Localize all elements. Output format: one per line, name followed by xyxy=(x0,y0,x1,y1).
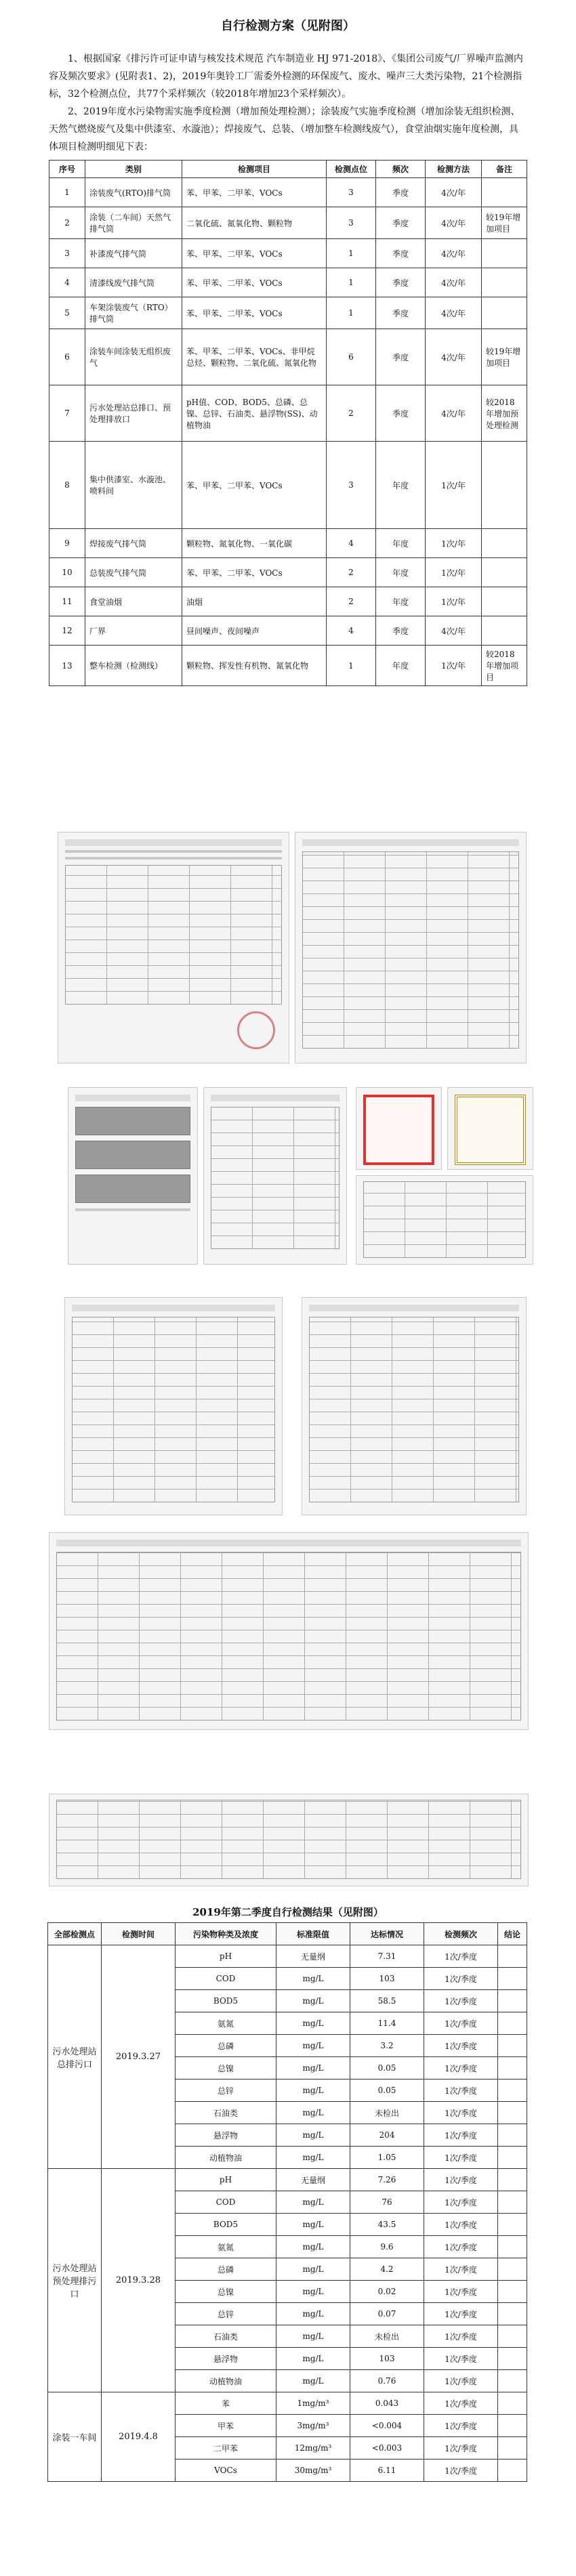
table-cell xyxy=(482,178,527,207)
col-header: 全部检测点 xyxy=(48,1923,102,1945)
conclusion-cell xyxy=(498,2392,527,2415)
table-cell: BOD5 xyxy=(176,2214,276,2236)
table-cell: 季度 xyxy=(376,178,426,207)
table-cell xyxy=(482,442,527,529)
table-cell xyxy=(482,297,527,329)
table-cell: 季度 xyxy=(376,297,426,329)
table-cell: 油烟 xyxy=(182,587,327,616)
table-cell: 6 xyxy=(49,329,85,385)
table-cell: <0.004 xyxy=(350,2415,424,2437)
table-cell: 补漆废气排气筒 xyxy=(85,239,182,268)
table-cell: 清漆线废气排气筒 xyxy=(85,268,182,297)
table-cell: 动植物油 xyxy=(176,2370,276,2392)
attached-table-scan-2 xyxy=(49,1794,529,1886)
table-cell: 无量纲 xyxy=(276,2169,350,2191)
table-cell: 年度 xyxy=(376,442,426,529)
table-cell: mg/L xyxy=(276,2258,350,2281)
col-header: 检测时间 xyxy=(102,1923,176,1945)
attached-report-scan-6 xyxy=(64,1297,283,1515)
table-cell: 1 xyxy=(327,239,376,268)
table-cell: 1次/季度 xyxy=(424,2214,498,2236)
table-cell: 涂装车间涂装无组织废气 xyxy=(85,329,182,385)
conclusion-cell xyxy=(498,2415,527,2437)
table-cell: 1次/季度 xyxy=(424,2057,498,2079)
table-cell: 车架涂装废气（RTO）排气筒 xyxy=(85,297,182,329)
table-cell: pH值、COD、BOD5、总磷、总镍、总锌、石油类、悬浮物(SS)、动植物油 xyxy=(182,385,327,442)
attached-report-scan-5 xyxy=(356,1175,533,1265)
conclusion-cell xyxy=(498,2258,527,2281)
table-cell: mg/L xyxy=(276,2057,350,2079)
table-cell: mg/L xyxy=(276,2147,350,2169)
table-cell: 4次/年 xyxy=(426,239,482,268)
table-row xyxy=(49,268,527,297)
table-cell: pH xyxy=(176,2169,276,2191)
results-table-body xyxy=(48,1945,527,2482)
table-cell: mg/L xyxy=(276,2370,350,2392)
table-cell: 4 xyxy=(327,529,376,558)
table-row xyxy=(48,2392,527,2415)
table-cell: 6.11 xyxy=(350,2459,424,2482)
col-header: 检测方法 xyxy=(426,161,482,178)
table-cell: 苯、甲苯、二甲苯、VOCs、非甲烷总烃、颗粒物、二氧化硫、氮氧化物 xyxy=(182,329,327,385)
table-cell: 颗粒物、挥发性有机物、氮氧化物 xyxy=(182,646,327,686)
table-cell xyxy=(482,587,527,616)
table-cell: 4 xyxy=(327,616,376,646)
conclusion-cell xyxy=(498,1945,527,1968)
table-cell: mg/L xyxy=(276,2281,350,2303)
table-cell: 1 xyxy=(327,268,376,297)
table-cell: 1次/季度 xyxy=(424,2035,498,2057)
table-cell: 2 xyxy=(327,558,376,587)
conclusion-cell xyxy=(498,2348,527,2370)
table-cell: 1.05 xyxy=(350,2147,424,2169)
table-cell: 季度 xyxy=(376,268,426,297)
table-cell xyxy=(482,558,527,587)
attached-report-scan-1 xyxy=(58,832,289,1063)
table-cell: 总装废气排气筒 xyxy=(85,558,182,587)
table-cell: 甲苯 xyxy=(176,2415,276,2437)
table-cell: 10 xyxy=(49,558,85,587)
table-cell: 4次/年 xyxy=(426,297,482,329)
table-cell: 1次/季度 xyxy=(424,2169,498,2191)
table-cell: 无量纲 xyxy=(276,1945,350,1968)
table-cell: mg/L xyxy=(276,2079,350,2102)
table-cell: mg/L xyxy=(276,2348,350,2370)
table-cell: 1次/季度 xyxy=(424,2281,498,2303)
table-cell: 204 xyxy=(350,2124,424,2147)
conclusion-cell xyxy=(498,2303,527,2325)
table-cell: 苯、甲苯、二甲苯、VOCs xyxy=(182,268,327,297)
conclusion-cell xyxy=(498,2325,527,2348)
table-row xyxy=(49,646,527,686)
table-cell: 年度 xyxy=(376,529,426,558)
table-row xyxy=(49,558,527,587)
table-cell: 焊接废气排气筒 xyxy=(85,529,182,558)
table-cell: 9 xyxy=(49,529,85,558)
table-cell: 二氧化硫、氮氧化物、颗粒物 xyxy=(182,207,327,239)
table-row xyxy=(48,1945,527,1968)
table-row xyxy=(49,207,527,239)
table-cell: 石油类 xyxy=(176,2102,276,2124)
table-cell: 1次/季度 xyxy=(424,2415,498,2437)
table-row xyxy=(49,442,527,529)
conclusion-cell xyxy=(498,2079,527,2102)
table-cell: 季度 xyxy=(376,616,426,646)
conclusion-cell xyxy=(498,2459,527,2482)
table-cell: mg/L xyxy=(276,2124,350,2147)
table-cell: 4次/年 xyxy=(426,178,482,207)
table-cell: 0.02 xyxy=(350,2281,424,2303)
table-cell: 4次/年 xyxy=(426,207,482,239)
table-row xyxy=(49,178,527,207)
col-header: 达标情况 xyxy=(350,1923,424,1945)
table-cell: BOD5 xyxy=(176,1990,276,2012)
table-cell: 1次/季度 xyxy=(424,2303,498,2325)
table-row xyxy=(49,329,527,385)
conclusion-cell xyxy=(498,2035,527,2057)
table-cell: mg/L xyxy=(276,2035,350,2057)
conclusion-cell xyxy=(498,1990,527,2012)
table-cell: 7 xyxy=(49,385,85,442)
table-cell: 苯 xyxy=(176,2392,276,2415)
intro-paragraph-1: 1、根据国家《排污许可证申请与核发技术规范 汽车制造业 HJ 971-2018》、《集团公司废气/厂界噪声监测内容及频次要求》(见附表1、2)，2019年奥铃工厂需委外检测的环保废气、废水、噪声三大类污染物，21个检测指标，32个检测点位，共77个采样频次（较2018年增加23个采样频次）。 xyxy=(49,54,523,100)
table-cell: 石油类 xyxy=(176,2325,276,2348)
conclusion-cell xyxy=(498,1968,527,1990)
table-cell: 氨氮 xyxy=(176,2236,276,2258)
table-cell: 1次/季度 xyxy=(424,1968,498,1990)
result-date-cell: 2019.4.8 xyxy=(102,2392,176,2482)
table-cell: mg/L xyxy=(276,2236,350,2258)
table-cell: 较19年增加项目 xyxy=(482,207,527,239)
table-cell: 季度 xyxy=(376,239,426,268)
table-cell: 1次/年 xyxy=(426,529,482,558)
table-cell: 总磷 xyxy=(176,2258,276,2281)
table-cell: 1次/季度 xyxy=(424,2102,498,2124)
detection-plan-table xyxy=(49,160,527,686)
table-cell: mg/L xyxy=(276,2191,350,2214)
table-cell: 103 xyxy=(350,2348,424,2370)
col-header: 频次 xyxy=(376,161,426,178)
table-cell: 8 xyxy=(49,442,85,529)
table-cell: 较2018年增加预处理检测 xyxy=(482,385,527,442)
conclusion-cell xyxy=(498,2437,527,2459)
table-cell: 6 xyxy=(327,329,376,385)
table-cell: 总镍 xyxy=(176,2057,276,2079)
table-cell: 4次/年 xyxy=(426,329,482,385)
results-title: 2019年第二季度自行检测结果（见附图） xyxy=(192,1906,384,1918)
conclusion-cell xyxy=(498,2124,527,2147)
table-cell: 1次/年 xyxy=(426,442,482,529)
table-cell: 涂装废气(RTO)排气筒 xyxy=(85,178,182,207)
table-cell: 4次/年 xyxy=(426,268,482,297)
table-cell: 1次/季度 xyxy=(424,2079,498,2102)
table-cell: 3mg/m³ xyxy=(276,2415,350,2437)
table-cell: 苯、甲苯、二甲苯、VOCs xyxy=(182,297,327,329)
table-cell: 1次/季度 xyxy=(424,2370,498,2392)
table-cell: 食堂油烟 xyxy=(85,587,182,616)
table-cell: mg/L xyxy=(276,2303,350,2325)
table-cell: 1次/季度 xyxy=(424,2012,498,2035)
table-cell: 未检出 xyxy=(350,2102,424,2124)
col-header: 类别 xyxy=(85,161,182,178)
table-cell: 7.31 xyxy=(350,1945,424,1968)
conclusion-cell xyxy=(498,2191,527,2214)
result-date-cell: 2019.3.27 xyxy=(102,1945,176,2169)
table-cell: 0.05 xyxy=(350,2057,424,2079)
table-cell: 12 xyxy=(49,616,85,646)
table-cell: 1次/季度 xyxy=(424,2147,498,2169)
table-cell: 季度 xyxy=(376,207,426,239)
conclusion-cell xyxy=(498,2057,527,2079)
table-cell xyxy=(482,529,527,558)
table-cell: 总镍 xyxy=(176,2281,276,2303)
col-header: 检测点位 xyxy=(327,161,376,178)
table-cell xyxy=(482,268,527,297)
result-point-cell: 污水处理站总排污口 xyxy=(48,1945,102,2169)
table-cell: 动植物油 xyxy=(176,2147,276,2169)
attached-report-scan-3 xyxy=(68,1087,198,1265)
table-cell: 3 xyxy=(327,178,376,207)
col-header: 序号 xyxy=(49,161,85,178)
table-cell: mg/L xyxy=(276,1968,350,1990)
table-row xyxy=(49,616,527,646)
table-cell: COD xyxy=(176,2191,276,2214)
attached-report-scan-4 xyxy=(203,1087,347,1265)
table-row xyxy=(49,239,527,268)
table-row xyxy=(49,297,527,329)
conclusion-cell xyxy=(498,2281,527,2303)
table-cell: <0.003 xyxy=(350,2437,424,2459)
conclusion-cell xyxy=(498,2147,527,2169)
col-header: 污染物种类及浓度 xyxy=(176,1923,276,1945)
table-cell: 1mg/m³ xyxy=(276,2392,350,2415)
table-row xyxy=(48,2169,527,2191)
table-cell: 1次/季度 xyxy=(424,2392,498,2415)
table-cell: 5 xyxy=(49,297,85,329)
table-cell: 4 xyxy=(49,268,85,297)
table-cell: pH xyxy=(176,1945,276,1968)
table-cell: 11 xyxy=(49,587,85,616)
table-cell: 1次/季度 xyxy=(424,2124,498,2147)
table-cell: 1次/季度 xyxy=(424,2437,498,2459)
table-cell: COD xyxy=(176,1968,276,1990)
table-cell: 苯、甲苯、二甲苯、VOCs xyxy=(182,239,327,268)
table-cell: 2 xyxy=(49,207,85,239)
result-point-cell: 污水处理站预处理排污口 xyxy=(48,2169,102,2392)
table-cell xyxy=(482,239,527,268)
table-cell: 9.6 xyxy=(350,2236,424,2258)
conclusion-cell xyxy=(498,2012,527,2035)
table-cell: 2 xyxy=(327,385,376,442)
table-cell: mg/L xyxy=(276,2012,350,2035)
table-cell: 总磷 xyxy=(176,2035,276,2057)
table-cell: 12mg/m³ xyxy=(276,2437,350,2459)
table-cell: 1次/季度 xyxy=(424,2325,498,2348)
table-row xyxy=(49,529,527,558)
table-cell: 11.4 xyxy=(350,2012,424,2035)
table-cell: mg/L xyxy=(276,2102,350,2124)
table-cell: 季度 xyxy=(376,385,426,442)
table-row xyxy=(49,587,527,616)
intro-paragraph-2: 2、2019年度水污染物需实施季度检测（增加预处理检测）；涂装废气实施季度检测（增加涂装无组织检测、天然气燃烧废气及集中供漆室、水漩池）；焊接废气、总装、（增加整车检测线废气），食堂油烟实施年度检测，具体项目检测明细见下表： xyxy=(49,106,520,152)
table-cell: 整车检测（检测线） xyxy=(85,646,182,686)
table-cell: 未检出 xyxy=(350,2325,424,2348)
attached-table-scan-1 xyxy=(49,1532,529,1730)
table-cell: 1次/季度 xyxy=(424,2236,498,2258)
table-cell: 季度 xyxy=(376,329,426,385)
table-cell: 3.2 xyxy=(350,2035,424,2057)
col-header: 检测频次 xyxy=(424,1923,498,1945)
table-header-row xyxy=(49,161,527,178)
table-cell: 2 xyxy=(327,587,376,616)
result-point-cell: 涂装一车间 xyxy=(48,2392,102,2482)
attached-report-scan-2 xyxy=(295,832,527,1063)
col-header: 检测项目 xyxy=(182,161,327,178)
col-header: 标准限值 xyxy=(276,1923,350,1945)
table-cell: 0.043 xyxy=(350,2392,424,2415)
table-cell: 年度 xyxy=(376,558,426,587)
table-cell: 1次/季度 xyxy=(424,1990,498,2012)
table-cell: 厂界 xyxy=(85,616,182,646)
table-cell: 1次/季度 xyxy=(424,2348,498,2370)
business-license-scan xyxy=(356,1087,442,1170)
table-cell: 苯、甲苯、二甲苯、VOCs xyxy=(182,178,327,207)
table-cell: 总锌 xyxy=(176,2303,276,2325)
plan-table-body xyxy=(49,178,527,686)
conclusion-cell xyxy=(498,2236,527,2258)
qualification-certificate-scan xyxy=(447,1087,533,1170)
col-header: 备注 xyxy=(482,161,527,178)
table-cell: 76 xyxy=(350,2191,424,2214)
table-cell: 58.5 xyxy=(350,1990,424,2012)
table-cell: 1 xyxy=(327,297,376,329)
table-cell: 1 xyxy=(327,646,376,686)
table-header-row xyxy=(48,1923,527,1945)
table-cell: 4次/年 xyxy=(426,385,482,442)
table-cell: 总锌 xyxy=(176,2079,276,2102)
table-cell: 0.07 xyxy=(350,2303,424,2325)
attached-report-scan-7 xyxy=(302,1297,527,1515)
table-cell: 1次/季度 xyxy=(424,2459,498,2482)
table-cell: 13 xyxy=(49,646,85,686)
table-cell: 年度 xyxy=(376,587,426,616)
table-cell: 30mg/m³ xyxy=(276,2459,350,2482)
table-cell: 4次/年 xyxy=(426,616,482,646)
table-cell: 0.05 xyxy=(350,2079,424,2102)
table-cell: 较19年增加项目 xyxy=(482,329,527,385)
table-cell xyxy=(482,616,527,646)
col-header: 结论 xyxy=(498,1923,527,1945)
table-cell: 二甲苯 xyxy=(176,2437,276,2459)
table-cell: 昼间噪声、夜间噪声 xyxy=(182,616,327,646)
conclusion-cell xyxy=(498,2102,527,2124)
table-cell: 悬浮物 xyxy=(176,2348,276,2370)
table-cell: VOCs xyxy=(176,2459,276,2482)
table-cell: 3 xyxy=(327,207,376,239)
table-cell: 43.5 xyxy=(350,2214,424,2236)
results-table xyxy=(47,1922,527,2482)
table-cell: mg/L xyxy=(276,2214,350,2236)
table-cell: 污水处理站总排口、预处理排放口 xyxy=(85,385,182,442)
table-cell: mg/L xyxy=(276,1990,350,2012)
table-cell: mg/L xyxy=(276,2325,350,2348)
table-cell: 1次/季度 xyxy=(424,2191,498,2214)
table-cell: 1次/年 xyxy=(426,587,482,616)
table-cell: 集中供漆室、水漩池、喷料间 xyxy=(85,442,182,529)
table-cell: 4.2 xyxy=(350,2258,424,2281)
result-date-cell: 2019.3.28 xyxy=(102,2169,176,2392)
conclusion-cell xyxy=(498,2169,527,2191)
table-cell: 苯、甲苯、二甲苯、VOCs xyxy=(182,558,327,587)
table-cell: 涂装（二车间）天然气排气筒 xyxy=(85,207,182,239)
conclusion-cell xyxy=(498,2370,527,2392)
table-cell: 氨氮 xyxy=(176,2012,276,2035)
table-cell: 1次/年 xyxy=(426,646,482,686)
table-cell: 1次/季度 xyxy=(424,2258,498,2281)
table-cell: 颗粒物、氮氧化物、一氧化碳 xyxy=(182,529,327,558)
table-row xyxy=(49,385,527,442)
table-cell: 悬浮物 xyxy=(176,2124,276,2147)
table-cell: 较2018年增加项目 xyxy=(482,646,527,686)
table-cell: 1 xyxy=(49,178,85,207)
table-cell: 苯、甲苯、二甲苯、VOCs xyxy=(182,442,327,529)
conclusion-cell xyxy=(498,2214,527,2236)
table-cell: 3 xyxy=(49,239,85,268)
table-cell: 1次/季度 xyxy=(424,1945,498,1968)
table-cell: 3 xyxy=(327,442,376,529)
table-cell: 1次/年 xyxy=(426,558,482,587)
table-cell: 年度 xyxy=(376,646,426,686)
page-title: 自行检测方案（见附图） xyxy=(221,19,355,33)
table-cell: 103 xyxy=(350,1968,424,1990)
table-cell: 0.76 xyxy=(350,2370,424,2392)
table-cell: 7.26 xyxy=(350,2169,424,2191)
